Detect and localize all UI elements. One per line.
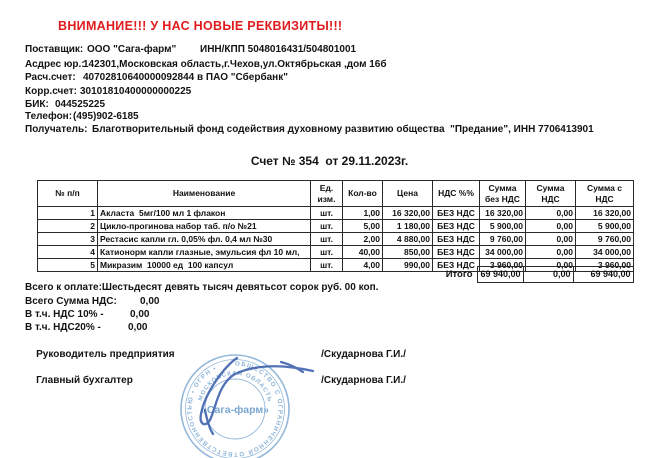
item-qty: 5,00: [343, 220, 383, 233]
signature-name: /Скударнова Г.И./: [321, 349, 406, 360]
item-name: Цикло-прогинова набор таб. п/о №21: [98, 220, 311, 233]
item-vat: БЕЗ НДС: [433, 207, 480, 220]
detail-line-account: [25, 72, 288, 83]
item-qty: 2,00: [343, 233, 383, 246]
item-number: 4: [38, 246, 98, 259]
item-unit: шт.: [311, 246, 343, 259]
item-price: 850,00: [383, 246, 433, 259]
item-unit: шт.: [311, 220, 343, 233]
detail-value: 30101810400000000225: [80, 86, 192, 97]
item-sum-inc-vat: 3 960,00: [576, 259, 634, 272]
amount-in-words: Шестьдесят девять тысяч девятьсот сорок руб. 00 коп.: [101, 282, 379, 293]
item-sum-ex-vat: 34 000,00: [480, 246, 526, 259]
signature-role: Руководитель предприятия: [36, 349, 175, 360]
item-sum-ex-vat: 5 900,00: [480, 220, 526, 233]
item-sum-vat: 0,00: [526, 207, 576, 220]
item-number: 1: [38, 207, 98, 220]
header-unit: Ед. изм.: [311, 181, 343, 207]
item-vat: БЕЗ НДС: [433, 246, 480, 259]
detail-label: Асдрес юр.:: [25, 59, 85, 70]
item-qty: 40,00: [343, 246, 383, 259]
detail-line-bik: [25, 99, 105, 110]
item-name: Микразим 10000 ед 100 капсул: [98, 259, 311, 272]
item-name: Акласта 5мг/100 мл 1 флакон: [98, 207, 311, 220]
item-unit: шт.: [311, 259, 343, 272]
item-row: [38, 220, 634, 233]
detail-line-recipient: [25, 124, 594, 135]
item-price: 16 320,00: [383, 207, 433, 220]
item-price: 990,00: [383, 259, 433, 272]
item-sum-inc-vat: 9 760,00: [576, 233, 634, 246]
item-vat: БЕЗ НДС: [433, 259, 480, 272]
total-sum-ex-vat: 69 940,00: [477, 267, 523, 283]
item-sum-vat: 0,00: [526, 246, 576, 259]
item-sum-ex-vat: 3 960,00: [480, 259, 526, 272]
header-name: Наименование: [98, 181, 311, 207]
item-sum-vat: 0,00: [526, 233, 576, 246]
amount-due-label: Всего к оплате:: [25, 282, 102, 293]
item-name: Рестасис капли гл. 0,05% фл. 0,4 мл №30: [98, 233, 311, 246]
detail-label: Получатель:: [25, 124, 88, 135]
detail-value: Благотворительный фонд содействия духовному развитию общества "Предание", ИНН 7706413901: [92, 124, 594, 135]
table-header-row: [38, 181, 634, 207]
amount-in-words-line: [25, 282, 378, 293]
item-sum-vat: 0,00: [526, 259, 576, 272]
header-vat: НДС %%: [433, 181, 480, 207]
item-sum-inc-vat: 5 900,00: [576, 220, 634, 233]
item-sum-ex-vat: 16 320,00: [480, 207, 526, 220]
signature-scribble-icon: [185, 350, 325, 438]
vat-total-value: 0,00: [140, 296, 160, 307]
signature-role: Главный бухгалтер: [36, 375, 133, 386]
vat20-label: В т.ч. НДС20% -: [25, 322, 101, 333]
item-price: 4 880,00: [383, 233, 433, 246]
item-unit: шт.: [311, 207, 343, 220]
item-price: 1 180,00: [383, 220, 433, 233]
total-sum-vat: 0,00: [523, 267, 573, 283]
detail-line-corr-account: [25, 86, 191, 97]
supplier-line: [25, 44, 356, 55]
items-table: [37, 180, 634, 272]
item-vat: БЕЗ НДС: [433, 233, 480, 246]
item-number: 3: [38, 233, 98, 246]
vat10-line: [25, 309, 149, 320]
detail-value: 044525225: [55, 99, 106, 110]
item-row: [38, 207, 634, 220]
item-sum-ex-vat: 9 760,00: [480, 233, 526, 246]
vat-total-line: [25, 296, 159, 307]
supplier-inn-kpp: ИНН/КПП 5048016431/504801001: [200, 44, 357, 55]
total-label: Итого: [445, 269, 473, 280]
detail-value: 142301,Московская область,г.Чехов,ул.Октябрьская ,дом 16б: [83, 59, 387, 70]
item-qty: 4,00: [343, 259, 383, 272]
detail-label: БИК:: [25, 99, 49, 110]
item-sum-vat: 0,00: [526, 220, 576, 233]
header-sum-inc-vat: Сумма с НДС: [576, 181, 634, 207]
signature-name: /Скударнова Г.И./: [321, 375, 406, 386]
vat20-value: 0,00: [128, 322, 148, 333]
detail-value: (495)902-6185: [73, 111, 139, 122]
header-price: Цена: [383, 181, 433, 207]
header-sum-ex-vat: Сумма без НДС: [480, 181, 526, 207]
header-qty: Кол-во: [343, 181, 383, 207]
totals-row: [37, 266, 634, 283]
item-unit: шт.: [311, 233, 343, 246]
vat10-value: 0,00: [130, 309, 150, 320]
detail-value: 40702810640000092844 в ПАО "Сбербанк": [83, 72, 288, 83]
supplier-label: Поставщик:: [25, 44, 84, 55]
header-row-number: № п/п: [38, 181, 98, 207]
detail-line-phone: [25, 111, 139, 122]
item-sum-inc-vat: 16 320,00: [576, 207, 634, 220]
item-row: [38, 246, 634, 259]
invoice-title: Счет № 354 от 29.11.2023г.: [250, 154, 409, 168]
total-sum-inc-vat: 69 940,00: [573, 267, 633, 283]
item-name: Катионорм капли глазные, эмульсия фл 10 мл,: [98, 246, 311, 259]
detail-label: Расч.счет:: [25, 72, 76, 83]
supplier-name: ООО "Сага-фарм": [87, 44, 177, 55]
detail-line-address: [25, 59, 387, 70]
vat10-label: В т.ч. НДС 10% -: [25, 309, 104, 320]
header-sum-vat: Сумма НДС: [526, 181, 576, 207]
new-requisites-warning: ВНИМАНИЕ!!! У НАС НОВЫЕ РЕКВИЗИТЫ!!!: [58, 19, 343, 33]
item-number: 5: [38, 259, 98, 272]
item-sum-inc-vat: 34 000,00: [576, 246, 634, 259]
item-vat: БЕЗ НДС: [433, 220, 480, 233]
vat20-line: [25, 322, 147, 333]
item-number: 2: [38, 220, 98, 233]
item-qty: 1,00: [343, 207, 383, 220]
item-row: [38, 233, 634, 246]
stamp-ring-outer-text: ОБЩЕСТВО С ОГРАНИЧЕННОЙ ОТВЕТСТВЕННОСТЬЮ • ОГРН •: [186, 360, 284, 458]
stamp-center-text: «Сага-фарм»: [200, 404, 270, 416]
stamp-ring-top-text: МОСКОВСКАЯ ОБЛАСТЬ: [198, 370, 273, 404]
detail-label: Телефон:: [25, 111, 73, 122]
detail-label: Корр.счет:: [25, 86, 77, 97]
vat-total-label: Всего Сумма НДС:: [25, 296, 117, 307]
